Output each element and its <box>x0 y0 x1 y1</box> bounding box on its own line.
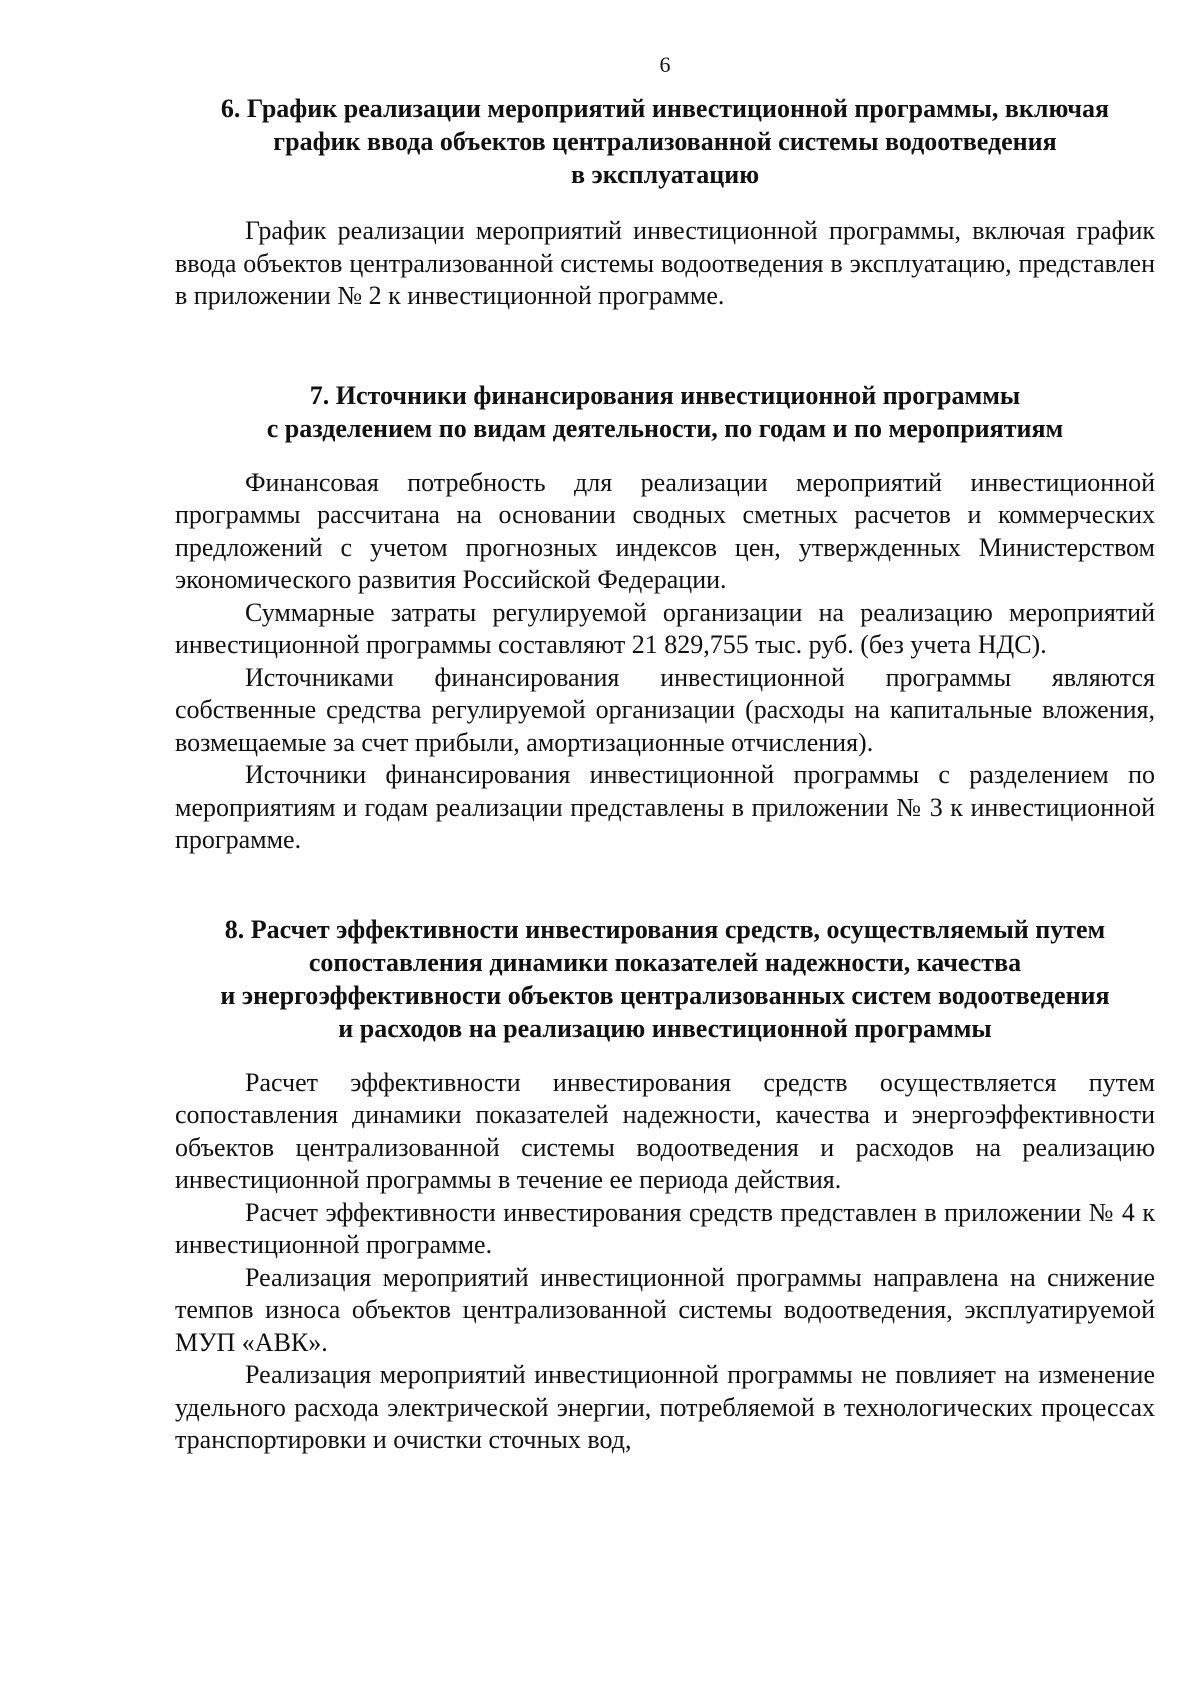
page-number: 6 <box>659 52 671 77</box>
heading-line: и энергоэффективности объектов централизованных систем водоотведения <box>220 980 1110 1010</box>
heading-line: график ввода объектов централизованной системы водоотведения <box>273 127 1057 156</box>
section-8-heading <box>175 913 1155 1045</box>
document-page <box>175 50 1155 1457</box>
paragraph: Реализация мероприятий инвестиционной программы не повлияет на изменение удельного расхода электрической энергии, потребляемой в технологических процессах транспортировки и очистки сточных вод, <box>175 1360 1155 1454</box>
section-7 <box>175 379 1155 857</box>
heading-line: 6. График реализации мероприятий инвестиционной программы, включая <box>220 94 1110 123</box>
paragraph: Финансовая потребность для реализации мероприятий инвестиционной программы рассчитана на основании сводных сметных расчетов и коммерческих предложений с учетом прогнозных индексов цен, утвержденных Министерством экономического развития Российской Федерации. <box>175 467 1155 594</box>
section-6-heading <box>175 92 1155 191</box>
section-7-heading <box>175 379 1155 445</box>
heading-line: 7. Источники финансирования инвестиционной программы <box>309 380 1021 410</box>
heading-line: в эксплуатацию <box>570 160 760 189</box>
heading-line: и расходов на реализацию инвестиционной программы <box>338 1013 992 1043</box>
section-8 <box>175 913 1155 1457</box>
paragraph: Суммарные затраты регулируемой организации на реализацию мероприятий инвестиционной программы составляют 21 829,755 тыс. руб. (без учета НДС). <box>175 597 1155 659</box>
paragraph: Расчет эффективности инвестирования средств представлен в приложении № 4 к инвестиционной программе. <box>175 1197 1155 1259</box>
section-6 <box>175 92 1155 313</box>
heading-line: с разделением по видам деятельности, по годам и по мероприятиям <box>266 413 1064 443</box>
paragraph: Источники финансирования инвестиционной программы с разделением по мероприятиям и годам реализации представлены в приложении № 3 к инвестиционной программе. <box>175 760 1155 854</box>
heading-line: сопоставления динамики показателей надежности, качества <box>308 947 1022 977</box>
paragraph: Расчет эффективности инвестирования средств осуществляется путем сопоставления динамики показателей надежности, качества и энергоэффективности объектов централизованной системы водоотведения и расходов на реализацию инвестиционной программы в течение ее периода действия. <box>175 1067 1155 1194</box>
paragraph: Реализация мероприятий инвестиционной программы направлена на снижение темпов износа объектов централизованной системы водоотведения, эксплуатируемой МУП «АВК». <box>175 1262 1155 1357</box>
paragraph: Источниками финансирования инвестиционной программы являются собственные средства регулируемой организации (расходы на капитальные вложения, возмещаемые за счет прибыли, амортизационные отчисления). <box>175 662 1155 757</box>
paragraph: График реализации мероприятий инвестиционной программы, включая график ввода объектов централизованной системы водоотведения в эксплуатацию, представлен в приложении № 2 к инвестиционной программе. <box>175 216 1155 310</box>
heading-line: 8. Расчет эффективности инвестирования средств, осуществляемый путем <box>224 914 1106 944</box>
